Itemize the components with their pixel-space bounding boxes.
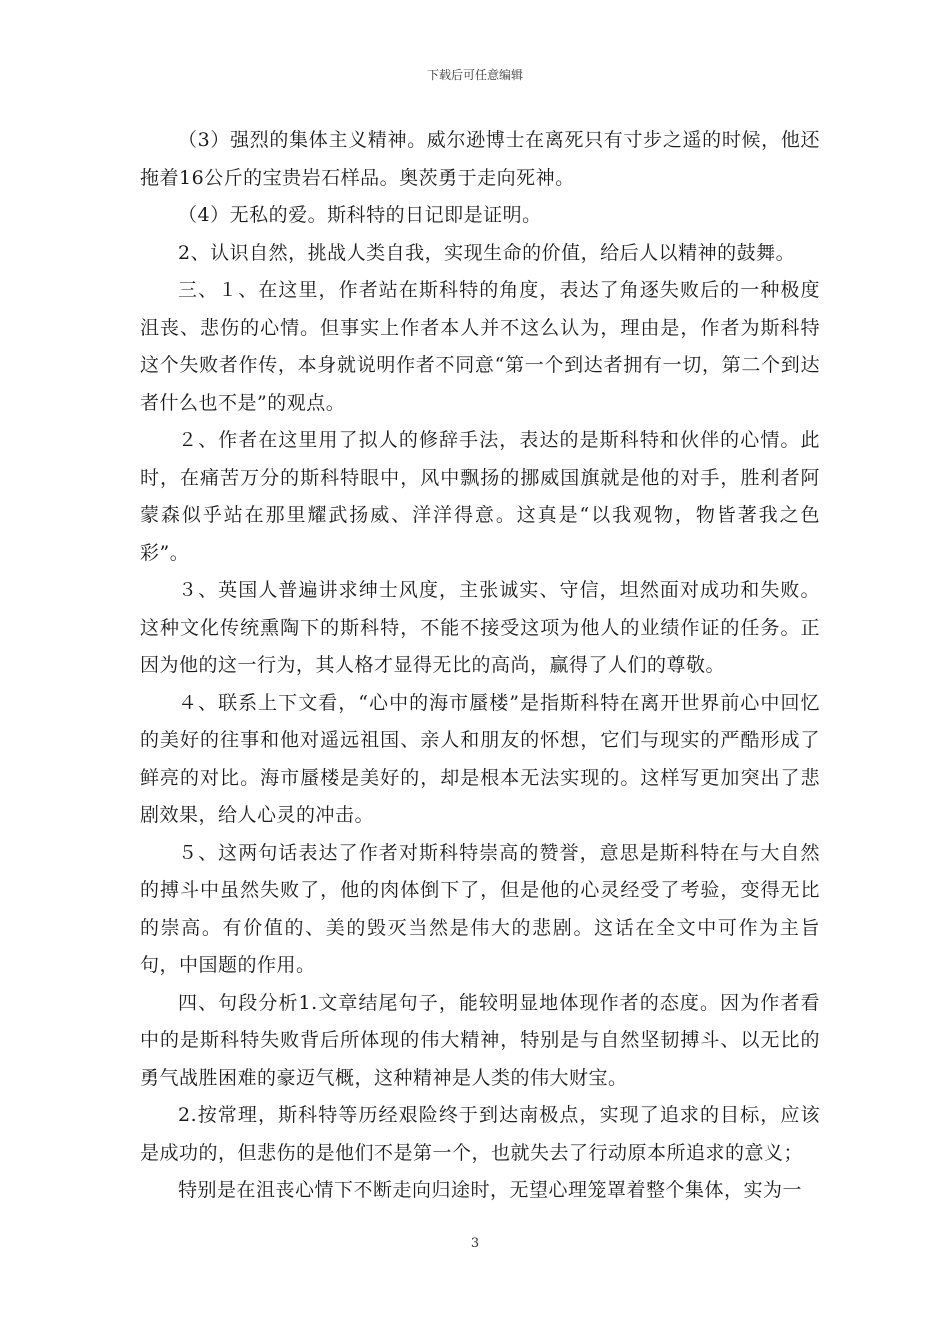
paragraph: 2.按常理，斯科特等历经艰险终于到达南极点，实现了追求的目标，应该是成功的，但悲伤的是他们不是第一个，也就失去了行动原本所追求的意义； — [140, 1104, 820, 1164]
paragraph: 三、１、在这里，作者站在斯科特的角度，表达了角逐失败后的一种极度沮丧、悲伤的心情。但事实上作者本人并不这么认为，理由是，作者为斯科特这个失败者作传，本身就说明作者不同意“第一个到达者拥有一切，第二个到达者什么也不是”的观点。 — [140, 279, 820, 414]
paragraph: ３、英国人普遍讲求绅士风度，主张诚实、守信，坦然面对成功和失败。这种文化传统熏陶下的斯科特，不能不接受这项为他人的业绩作证的任务。正因为他的这一行为，其人格才显得无比的高尚，赢得了人们的尊敬。 — [140, 579, 820, 676]
paragraph: ２、作者在这里用了拟人的修辞手法，表达的是斯科特和伙伴的心情。此时，在痛苦万分的斯科特眼中，风中飘扬的挪威国旗就是他的对手，胜利者阿蒙森似乎站在那里耀武扬威、洋洋得意。这真是“以我观物，物皆著我之色彩”。 — [140, 429, 820, 564]
paragraph: ５、这两句话表达了作者对斯科特崇高的赞誉，意思是斯科特在与大自然的搏斗中虽然失败了，他的肉体倒下了，但是他的心灵经受了考验，变得无比的崇高。有价值的、美的毁灭当然是伟大的悲剧。这话在全文中可作为主旨句，中国题的作用。 — [140, 841, 820, 976]
paragraph: 特别是在沮丧心情下不断走向归途时，无望心理笼罩着整个集体，实为一 — [178, 1179, 803, 1201]
paragraph: ４、联系上下文看，“心中的海市蜃楼”是指斯科特在离开世界前心中回忆的美好的往事和他对遥远祖国、亲人和朋友的怀想，它们与现实的严酷形成了鲜亮的对比。海市蜃楼是美好的，却是根本无法实现的。这样写更加突出了悲剧效果，给人心灵的冲击。 — [140, 691, 820, 826]
paragraph: （3）强烈的集体主义精神。威尔逊博士在离死只有寸步之遥的时候，他还拖着16公斤的宝贵岩石样品。奥茨勇于走向死神。 — [140, 129, 820, 189]
paragraph: （4）无私的爱。斯科特的日记即是证明。 — [178, 204, 542, 226]
paragraph: 2、认识自然，挑战人类自我，实现生命的价值，给后人以精神的鼓舞。 — [178, 241, 796, 264]
page-number: 3 — [470, 1236, 480, 1251]
page-header: 下载后可任意编辑 — [426, 68, 523, 82]
document-body — [140, 122, 820, 1210]
paragraph: 四、句段分析1.文章结尾句子，能较明显地体现作者的态度。因为作者看中的是斯科特失败背后所体现的伟大精神，特别是与自然坚韧搏斗、以无比的勇气战胜困难的豪迈气概，这种精神是人类的伟大财宝。 — [140, 991, 820, 1089]
